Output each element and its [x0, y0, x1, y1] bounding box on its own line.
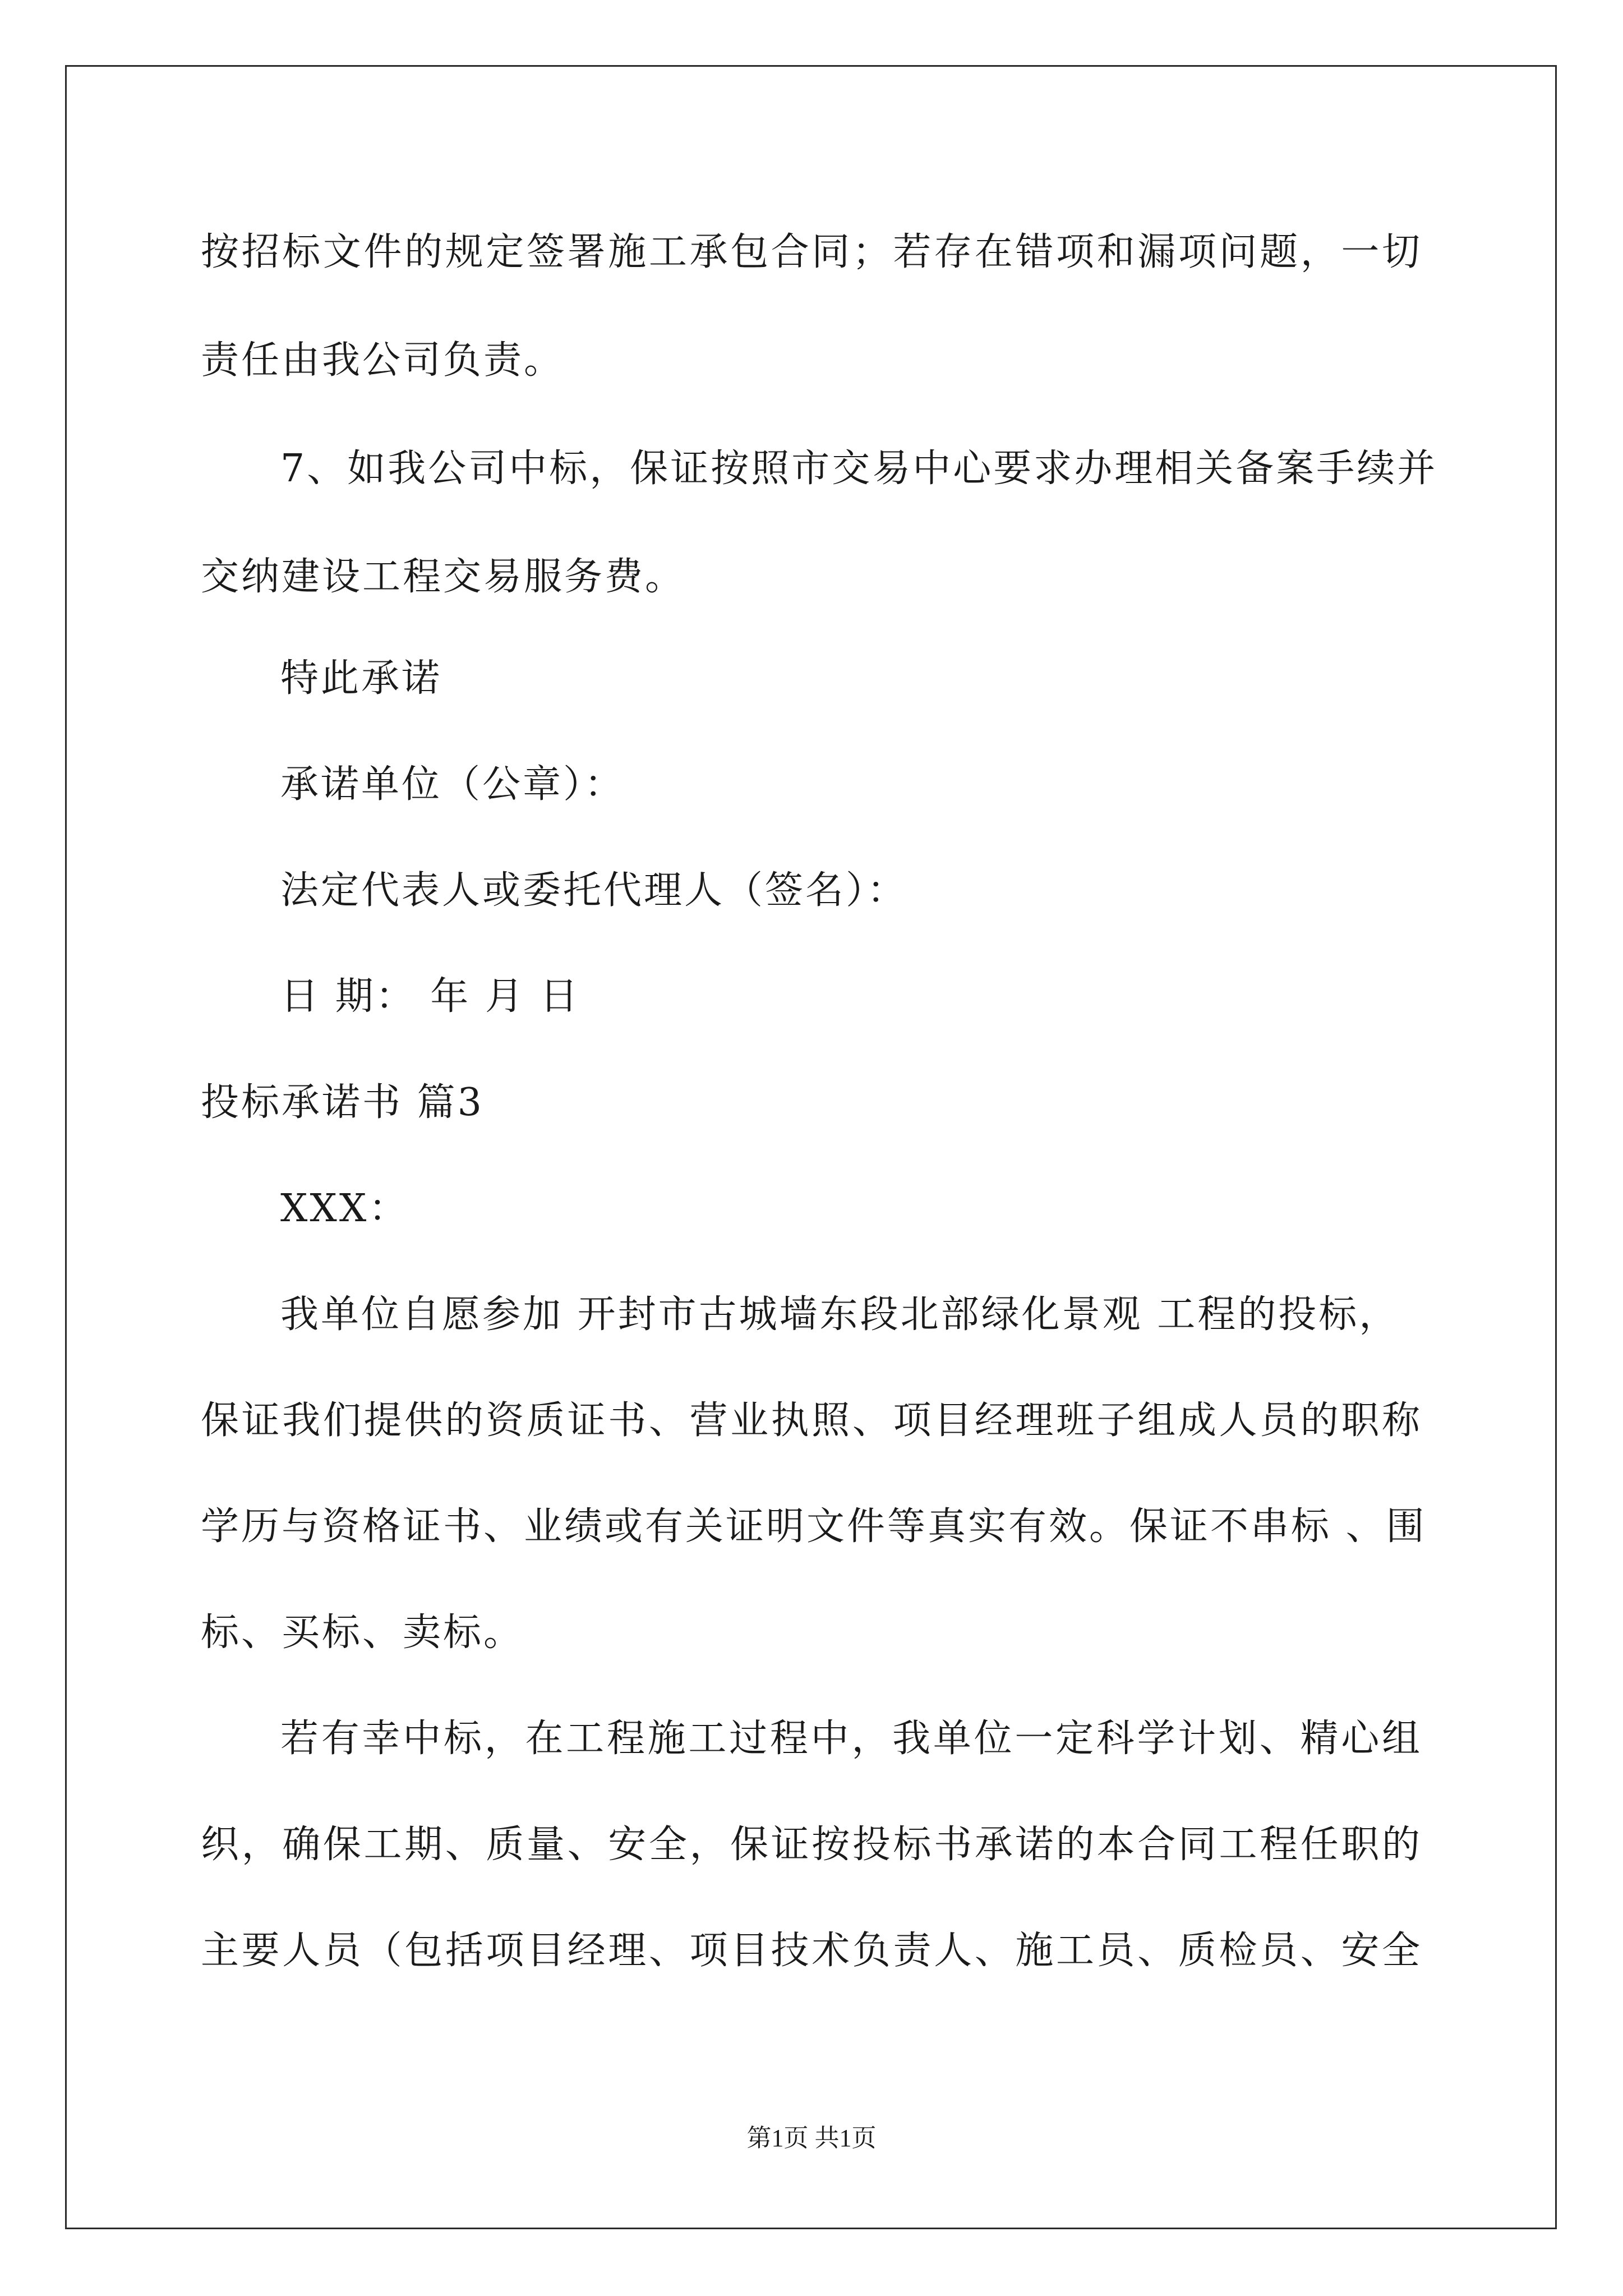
- paragraph-line: 主要人员（包括项目经理、项目技术负责人、施工员、质检员、安全: [201, 1929, 1422, 1973]
- page-border: [65, 65, 1557, 2229]
- paragraph-line: 保证我们提供的资质证书、营业执照、项目经理班子组成人员的职称: [201, 1398, 1422, 1443]
- paragraph-line: 若有幸中标，在工程施工过程中，我单位一定科学计划、精心组: [280, 1717, 1422, 1761]
- paragraph-line: 织，确保工期、质量、安全，保证按投标书承诺的本合同工程任职的: [201, 1823, 1422, 1867]
- paragraph-line: 7、如我公司中标，保证按照市交易中心要求办理相关备案手续并: [280, 447, 1438, 491]
- signature-representative-label: 法定代表人或委托代理人（签名）：: [280, 868, 908, 913]
- paragraph-line: 交纳建设工程交易服务费。: [201, 555, 686, 599]
- addressee: XXX：: [280, 1186, 409, 1231]
- signature-unit-label: 承诺单位（公章）：: [280, 762, 625, 807]
- paragraph-line: 标、买标、卖标。: [201, 1611, 524, 1655]
- page-footer: 第1页 共1页: [746, 2124, 877, 2152]
- paragraph-line: 责任由我公司负责。: [201, 338, 565, 383]
- paragraph-line: 按招标文件的规定签署施工承包合同；若存在错项和漏项问题，一切: [201, 230, 1422, 274]
- paragraph-line: 学历与资格证书、业绩或有关证明文件等真实有效。保证不串标 、围: [201, 1504, 1427, 1549]
- section-heading: 投标承诺书 篇3: [201, 1080, 484, 1125]
- closing-phrase: 特此承诺: [280, 656, 442, 701]
- paragraph-line: 我单位自愿参加 开封市古城墙东段北部绿化景观 工程的投标，: [280, 1292, 1400, 1337]
- signature-date-label: 日 期： 年 月 日: [280, 974, 580, 1019]
